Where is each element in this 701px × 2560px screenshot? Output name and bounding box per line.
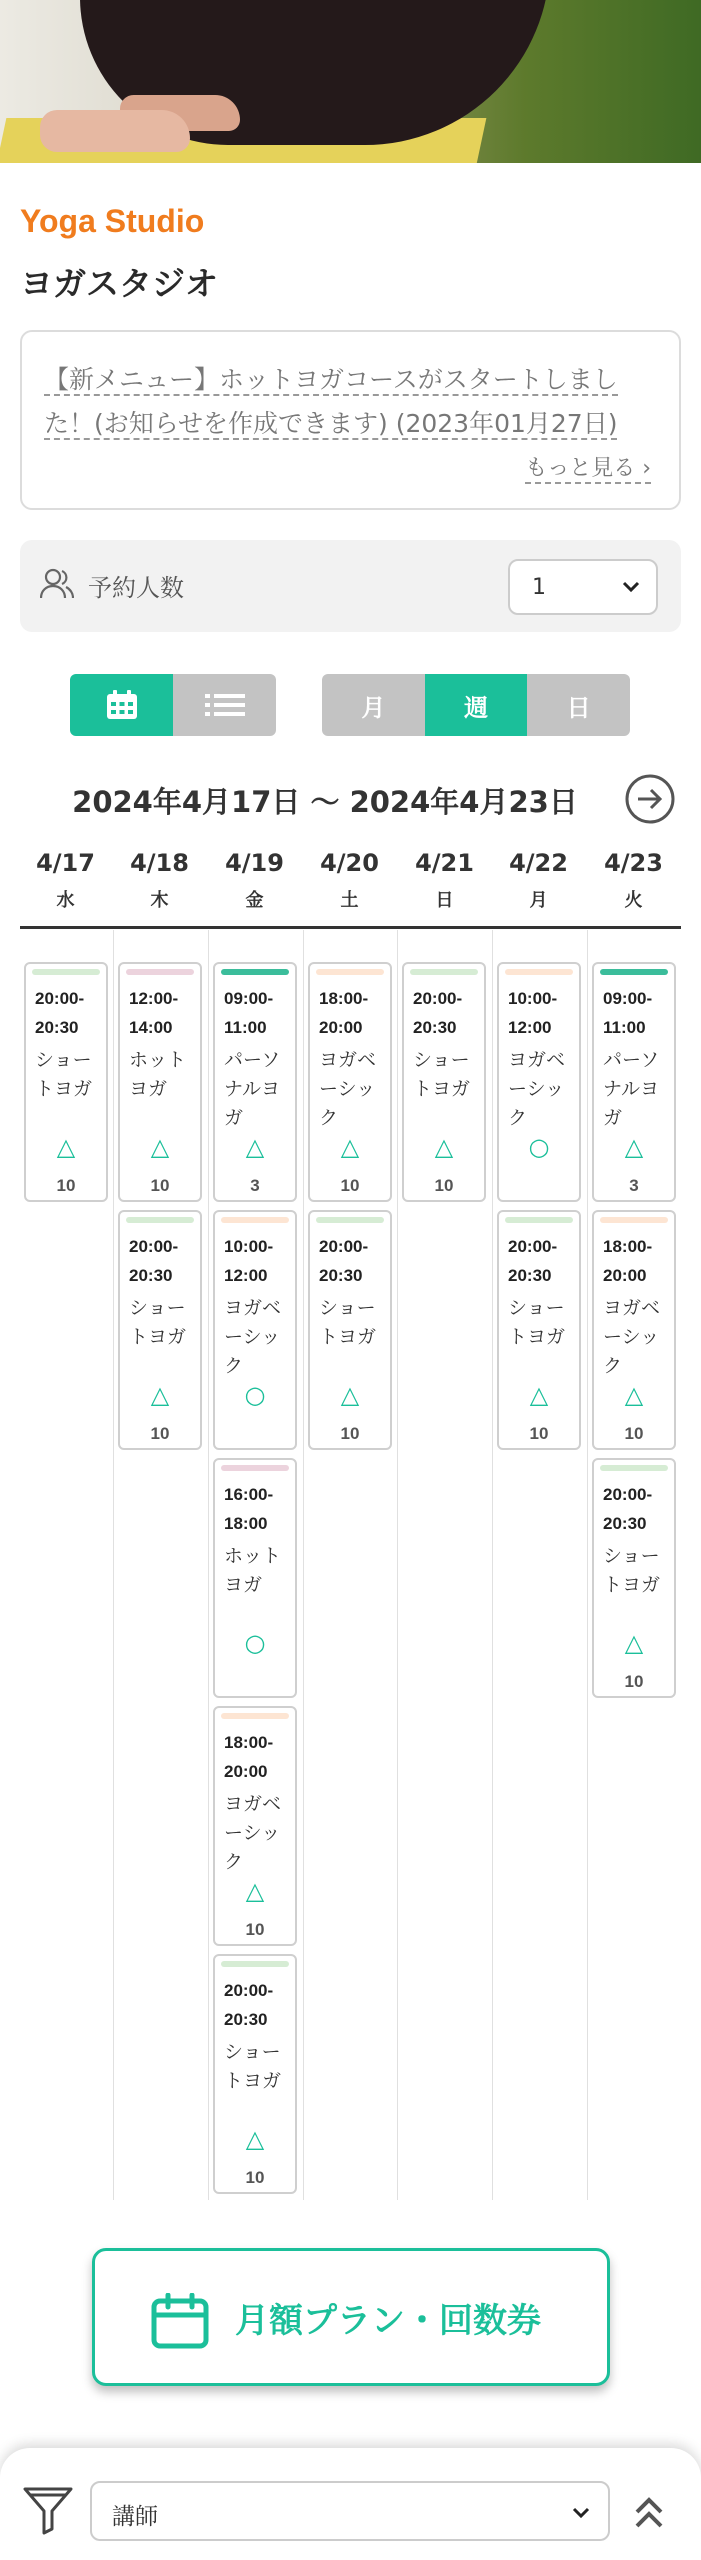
lesson-time: 20:00-20:30 xyxy=(35,989,85,1037)
lesson-color-bar xyxy=(600,1465,668,1471)
lesson-time: 20:00-20:30 xyxy=(603,1485,653,1533)
lesson-time: 09:00-11:00 xyxy=(603,989,653,1037)
availability-symbol: ○ xyxy=(244,1381,266,1409)
calendar-view-button[interactable] xyxy=(70,674,173,736)
column-divider xyxy=(492,930,493,2200)
studio-name-en: Yoga Studio xyxy=(20,203,205,239)
availability-symbol: △ xyxy=(624,1629,644,1657)
lesson-card[interactable] xyxy=(592,962,676,1202)
availability-symbol: △ xyxy=(245,1133,265,1161)
remaining-seats: 10 xyxy=(434,1176,454,1195)
lesson-card[interactable] xyxy=(24,962,108,1202)
more-link[interactable]: もっと見る › xyxy=(525,451,651,484)
remaining-seats: 10 xyxy=(340,1176,360,1195)
column-divider xyxy=(208,930,209,2200)
lesson-name: ショートヨガ xyxy=(508,1297,566,1348)
lesson-name: ホットヨガ xyxy=(129,1049,187,1100)
lesson-name: ヨガベーシック xyxy=(508,1049,566,1129)
day-header xyxy=(207,848,302,912)
availability-symbol: △ xyxy=(624,1133,644,1161)
lesson-time: 10:00-12:00 xyxy=(224,1237,274,1285)
lesson-name: ヨガベーシック xyxy=(224,1297,282,1377)
remaining-seats: 3 xyxy=(250,1176,260,1195)
header-divider xyxy=(20,926,681,929)
availability-symbol: △ xyxy=(624,1381,644,1409)
day-weekday: 水 xyxy=(56,890,75,911)
availability-symbol: ○ xyxy=(528,1133,550,1161)
lesson-card[interactable] xyxy=(213,1458,297,1698)
notice-box xyxy=(20,330,681,510)
column-divider xyxy=(397,930,398,2200)
day-weekday: 火 xyxy=(624,890,643,911)
column-divider xyxy=(303,930,304,2200)
availability-symbol: ○ xyxy=(244,1629,266,1657)
lesson-color-bar xyxy=(221,1713,289,1719)
day-date: 4/23 xyxy=(604,849,663,877)
day-weekday: 金 xyxy=(245,890,264,911)
lesson-color-bar xyxy=(410,969,478,975)
day-header xyxy=(18,848,113,912)
lesson-time: 20:00-20:30 xyxy=(413,989,463,1037)
lesson-card[interactable] xyxy=(213,1954,297,2194)
lesson-card[interactable] xyxy=(118,962,202,1202)
availability-symbol: △ xyxy=(529,1381,549,1409)
lesson-name: ショートヨガ xyxy=(603,1545,661,1596)
day-date: 4/22 xyxy=(509,849,568,877)
lesson-color-bar xyxy=(600,1217,668,1223)
filter-icon[interactable] xyxy=(22,2484,74,2536)
lesson-name: ヨガベーシック xyxy=(603,1297,661,1377)
day-header xyxy=(397,848,492,912)
reservation-count-label: 予約人数 xyxy=(88,574,184,602)
teacher-select[interactable] xyxy=(90,2481,610,2541)
lesson-name: ショートヨガ xyxy=(413,1049,471,1100)
availability-symbol: △ xyxy=(340,1381,360,1409)
lesson-color-bar xyxy=(126,1217,194,1223)
day-header xyxy=(302,848,397,912)
day-date: 4/21 xyxy=(415,849,474,877)
lesson-name: ヨガベーシック xyxy=(319,1049,377,1129)
lesson-color-bar xyxy=(505,1217,573,1223)
lesson-name: ホットヨガ xyxy=(224,1545,282,1596)
lesson-color-bar xyxy=(221,1217,289,1223)
lesson-card[interactable] xyxy=(592,1210,676,1450)
lesson-card[interactable] xyxy=(497,1210,581,1450)
lesson-time: 20:00-20:30 xyxy=(224,1981,274,2029)
week-tab[interactable]: 週 xyxy=(425,674,528,736)
people-icon xyxy=(40,568,74,600)
lesson-card[interactable] xyxy=(497,962,581,1202)
reservation-count-row xyxy=(20,540,681,632)
lesson-name: ショートヨガ xyxy=(35,1049,93,1100)
period-toggle xyxy=(322,674,630,736)
lesson-time: 20:00-20:30 xyxy=(129,1237,179,1285)
day-weekday: 月 xyxy=(529,890,548,911)
day-header xyxy=(586,848,681,912)
day-date: 4/19 xyxy=(225,849,284,877)
lesson-color-bar xyxy=(505,969,573,975)
day-weekday: 日 xyxy=(435,890,454,911)
lesson-card[interactable] xyxy=(592,1458,676,1698)
lesson-card[interactable] xyxy=(308,962,392,1202)
lesson-color-bar xyxy=(221,969,289,975)
lesson-card[interactable] xyxy=(213,1210,297,1450)
availability-symbol: △ xyxy=(245,1877,265,1905)
notice-text[interactable]: 【新メニュー】ホットヨガコースがスタートしました！(お知らせを作成できます) (2023年01月27日) xyxy=(44,365,618,438)
monthly-plan-button[interactable] xyxy=(92,2248,610,2386)
lesson-card[interactable] xyxy=(308,1210,392,1450)
lesson-color-bar xyxy=(221,1961,289,1967)
remaining-seats: 10 xyxy=(340,1424,360,1443)
column-divider xyxy=(113,930,114,2200)
remaining-seats: 10 xyxy=(56,1176,76,1195)
notice-link[interactable] xyxy=(44,358,657,446)
lesson-card[interactable] xyxy=(402,962,486,1202)
monthly-plan-label: 月額プラン・回数券 xyxy=(235,2301,541,2341)
day-weekday: 土 xyxy=(340,890,359,911)
availability-symbol: △ xyxy=(245,2125,265,2153)
day-date: 4/18 xyxy=(130,849,189,877)
lesson-time: 10:00-12:00 xyxy=(508,989,558,1037)
lesson-name: ヨガベーシック xyxy=(224,1793,282,1873)
day-tab[interactable]: 日 xyxy=(527,674,630,736)
lesson-card[interactable] xyxy=(213,1706,297,1946)
day-header xyxy=(112,848,207,912)
day-date: 4/20 xyxy=(320,849,379,877)
teacher-select-value: 講師 xyxy=(112,2504,158,2530)
remaining-seats: 10 xyxy=(529,1424,549,1443)
column-divider xyxy=(587,930,588,2200)
studio-name-ja: ヨガスタジオ xyxy=(20,264,218,303)
lesson-color-bar xyxy=(32,969,100,975)
next-week-arrow-icon[interactable] xyxy=(624,773,676,825)
view-toggle xyxy=(70,674,276,736)
reservation-count-value: 1 xyxy=(532,575,546,600)
lesson-time: 20:00-20:30 xyxy=(508,1237,558,1285)
remaining-seats: 10 xyxy=(245,2168,265,2187)
remaining-seats: 10 xyxy=(624,1424,644,1443)
availability-symbol: △ xyxy=(340,1133,360,1161)
list-icon xyxy=(205,691,245,719)
double-chevron-up-icon[interactable] xyxy=(630,2492,668,2532)
availability-symbol: △ xyxy=(150,1381,170,1409)
lesson-name: パーソナルヨガ xyxy=(603,1049,660,1129)
lesson-color-bar xyxy=(126,969,194,975)
lesson-time: 09:00-11:00 xyxy=(224,989,274,1037)
chevron-down-icon xyxy=(620,575,642,597)
lesson-time: 20:00-20:30 xyxy=(319,1237,369,1285)
lesson-time: 18:00-20:00 xyxy=(224,1733,274,1781)
lesson-color-bar xyxy=(221,1465,289,1471)
lesson-card[interactable] xyxy=(213,962,297,1202)
remaining-seats: 10 xyxy=(245,1920,265,1939)
lesson-time: 18:00-20:00 xyxy=(603,1237,653,1285)
lesson-time: 12:00-14:00 xyxy=(129,989,179,1037)
chevron-down-icon xyxy=(570,2501,592,2523)
remaining-seats: 10 xyxy=(624,1672,644,1691)
lesson-name: ショートヨガ xyxy=(224,2041,282,2092)
hero-image xyxy=(0,0,701,163)
day-weekday: 木 xyxy=(150,890,169,911)
availability-symbol: △ xyxy=(56,1133,76,1161)
lesson-color-bar xyxy=(316,969,384,975)
calendar-icon xyxy=(105,689,139,721)
list-view-button[interactable] xyxy=(173,674,276,736)
lesson-time: 16:00-18:00 xyxy=(224,1485,274,1533)
remaining-seats: 10 xyxy=(150,1176,170,1195)
lesson-card[interactable] xyxy=(118,1210,202,1450)
filter-bar xyxy=(0,2448,701,2560)
week-range: 2024年4月17日 〜 2024年4月23日 xyxy=(72,785,578,819)
month-tab[interactable]: 月 xyxy=(322,674,425,736)
day-header xyxy=(491,848,586,912)
remaining-seats: 10 xyxy=(150,1424,170,1443)
remaining-seats: 3 xyxy=(629,1176,639,1195)
day-date: 4/17 xyxy=(36,849,95,877)
lesson-time: 18:00-20:00 xyxy=(319,989,369,1037)
availability-symbol: △ xyxy=(150,1133,170,1161)
lesson-name: ショートヨガ xyxy=(129,1297,187,1348)
availability-symbol: △ xyxy=(434,1133,454,1161)
lesson-color-bar xyxy=(600,969,668,975)
lesson-name: ショートヨガ xyxy=(319,1297,377,1348)
reservation-count-select[interactable] xyxy=(508,559,658,615)
lesson-color-bar xyxy=(316,1217,384,1223)
lesson-name: パーソナルヨガ xyxy=(224,1049,281,1129)
calendar-icon xyxy=(151,2293,209,2349)
